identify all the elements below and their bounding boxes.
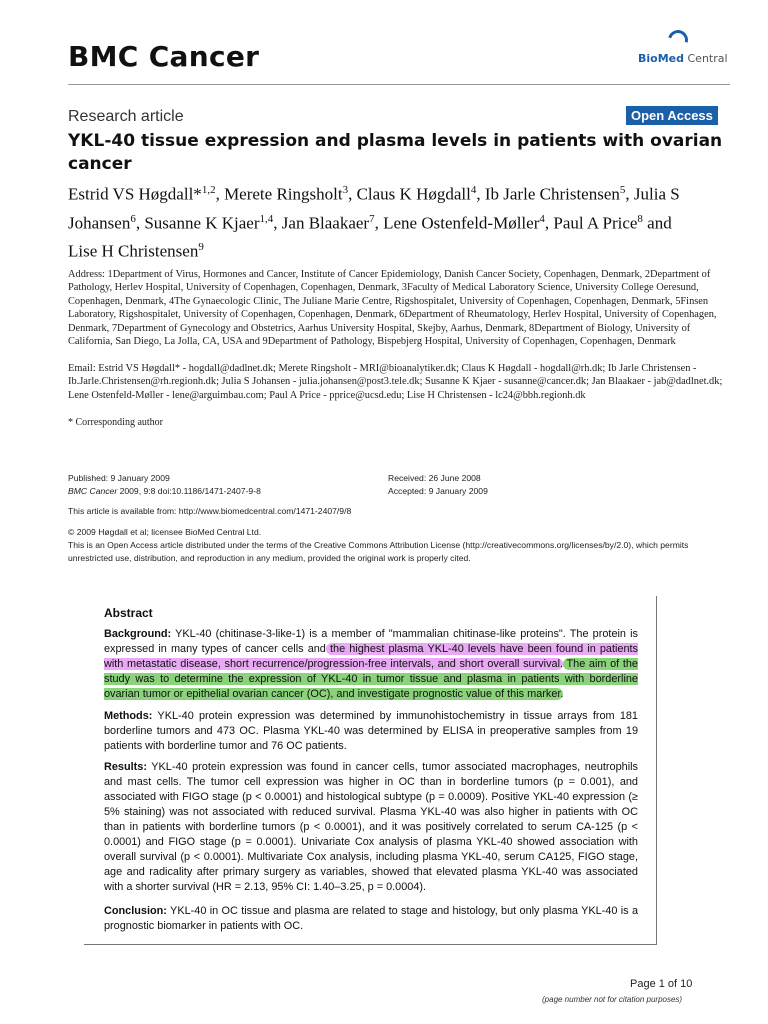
citation-journal: BMC Cancer [68,486,118,496]
page-number-note: (page number not for citation purposes) [542,995,683,1004]
pink-highlight: the highest plasma YKL-40 levels have been found in patients with metastatic disease, short recurrence/progression-free intervals, and short overall survival. [104,643,639,670]
methods-label: Methods: [104,710,153,722]
abstract-background [104,627,638,702]
author-emails: Email: Estrid VS Høgdall* - hogdall@dadlnet.dk; Merete Ringsholt - MRI@bioanalytiker.dk; Claus K Høgdall - hogdall@rh.dk; Ib Jarle Christensen - Ib.Jarle.Christensen@rh.regionh.dk; Julia S Johansen - julia.johansen@post3.tele.dk; Susanne K Kjaer - susanne@cancer.dk; Jan Blaakaer - jab@dadlnet.dk; Lene Ostenfeld-Møller - lene@arguimbau.com; Paul A Price - pprice@ucsd.edu; Lise H Christensen - lc24@bbh.regionh.dk [68,363,723,401]
journal-title: BMC Cancer [68,40,260,73]
publication-info [68,472,261,498]
article-title: YKL-40 tissue expression and plasma levels in patients with ovarian cancer [68,131,723,174]
abstract-heading: Abstract [104,606,153,620]
affiliations: Address: 1Department of Virus, Hormones and Cancer, Institute of Cancer Epidemiology, Danish Cancer Society, Copenhagen, Denmark, 2Department of Pathology, Herlev Hospital, University of Copenhagen, Copenhagen, Denmark, 3Faculty of Medical Laboratory Science, University College Oeresund, Copenhagen, Denmark, 4The Gynaecologic Clinic, The Juliane Marie Centre, Rigshospitalet, University of Copenhagen, Copenhagen, Denmark, 5Finsen Laboratory, Rigshospitalet, University of Copenhagen, Copenhagen, Denmark, 6Department of Rheumatology, Herlev Hospital, University of Copenhagen, Denmark, 7Department of Gynecology and Obstetrics, Aarhus University Hospital, Skejby, Aarhus, Denmark, 8Department of Biology, University of California, San Diego, La Jolla, CA, USA and 9Department of Pathology, Bispebjerg Hospital, University of Copenhagen, Copenhagen, Denmark [68,269,717,348]
green-highlight: The aim of the study was to determine the expression of YKL-40 in tumor tissue and plasma in patients with borderline ovarian tumor or epithelial ovarian cancer (OC), and investigate prognostic value of this marker. [104,658,638,700]
citation-details: 2009, 9:8 doi:10.1186/1471-2407-9-8 [117,486,261,496]
logo-text-central: Central [684,52,728,65]
copyright-block [68,526,728,565]
logo-ring-icon [664,26,691,53]
header-divider [68,84,730,85]
received-date: Received: 26 June 2008 [388,473,481,483]
methods-text: YKL-40 protein expression was determined by immunohistochemistry in tissue arrays from 181 borderline tumors and 473 OC. Plasma YKL-40 was determined by ELISA in preoperative samples from 19 patients with borderline tumor and 76 OC patients. [104,710,638,752]
received-accepted [388,472,488,498]
biomed-central-logo [638,30,728,70]
article-type: Research article [68,108,184,125]
license-text: This is an Open Access article distributed under the terms of the Creative Commons Attribution License (http://creativecommons.org/licenses/by/2.0), which permits unrestricted use, distribution, and reproduction in any medium, provided the original work is properly cited. [68,540,689,563]
results-text: YKL-40 protein expression was found in cancer cells, tumor associated macrophages, neutrophils and mast cells. The tumor cell expression was higher in OC than in borderline tumors (p = 0.001), and associated with FIGO stage (p < 0.0001) and histological subtype (p = 0.0009). Positive YKL-40 expression (≥ 5% staining) was not associated with reduced survival. Plasma YKL-40 was also higher in patients with OC than in patients with borderline tumors (p < 0.0001), and it was positively correlated to serum CA-125 (p < 0.0001) and FIGO stage (p = 0.0001). Univariate Cox analysis of plasma YKL-40 showed association with overall survival (p < 0.0001). Multivariate Cox analysis, including plasma YKL-40, serum CA125, FIGO stage, age and radicality after primary surgery as variables, showed that elevated plasma YKL-40 was associated with a shorter survival (HR = 2.13, 95% CI: 1.40–3.25, p = 0.0004). [104,761,638,893]
background-label: Background: [104,628,172,640]
abstract-conclusion [104,904,638,934]
abstract-methods [104,709,638,754]
published-date: Published: 9 January 2009 [68,473,170,483]
page-number: Page 1 of 10 [630,978,693,990]
citation [68,485,261,498]
author-list: Estrid VS Høgdall*$^{1,2}$, Merete Ringsholt$^3$, Claus K Høgdall$^4$, Ib Jarle Christensen$^5$, Julia S Johansen$^6$, Susanne K Kjaer$^{1,4}$, Jan Blaakaer$^7$, Lene Ostenfeld-Møller$^4$, Paul A Price$^8$ and Lise H Christensen$^9$ [68,184,680,261]
copyright-line: © 2009 Høgdall et al; licensee BioMed Central Ltd. [68,527,262,537]
open-access-badge: Open Access [626,106,718,125]
conclusion-label: Conclusion: [104,905,167,917]
article-url[interactable]: This article is available from: http://www.biomedcentral.com/1471-2407/9/8 [68,506,352,516]
accepted-date: Accepted: 9 January 2009 [388,486,488,496]
logo-text-biomed: BioMed [638,52,684,65]
conclusion-text: YKL-40 in OC tissue and plasma are related to stage and histology, but only plasma YKL-40 is a prognostic biomarker in patients with OC. [104,905,638,932]
corresponding-author-note: * Corresponding author [68,417,163,428]
abstract-results [104,760,638,895]
background-text: YKL-40 (chitinase-3-like-1) is a member of "mammalian chitinase-like proteins". The protein is expressed in many types of cancer cells and [104,628,638,655]
results-label: Results: [104,761,147,773]
